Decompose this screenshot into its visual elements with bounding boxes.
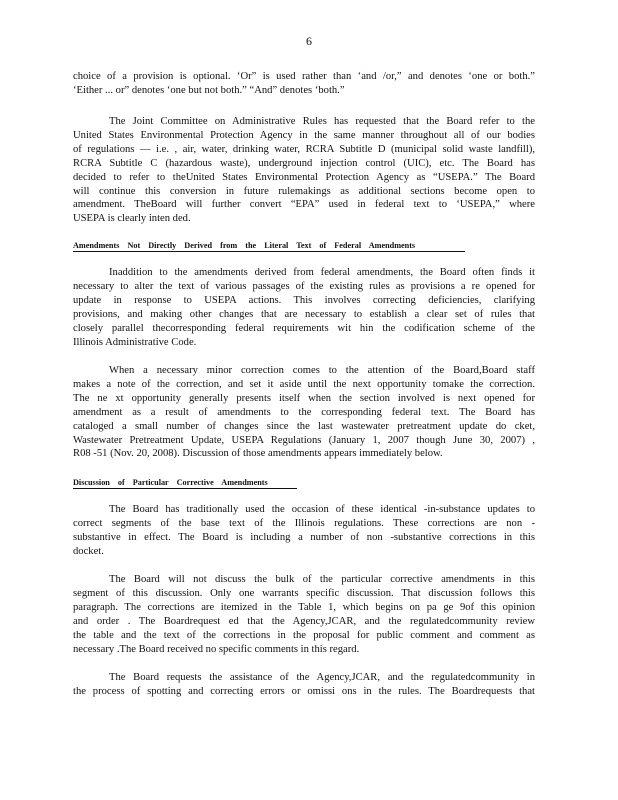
text-line: necessary to alter the text of various passages of the existing rules as provisions a re opened for [73,280,535,292]
page-number: 6 [306,34,312,48]
text-line: amendment. TheBoard will further convert “EPA” used in federal text to ‘USEPA,” where [73,199,535,211]
text-line: cataloged a small number of changes since the last wastewater pretreatment update do cket, [73,420,535,432]
text-line: closely parallel thecorresponding federal requirements wit hin the codification scheme of the [73,322,535,334]
text-line: will continue this conversion in future rulemakings as additional sections become open to [73,185,535,197]
text-line: The Board has traditionally used the occasion of these identical -in-substance updates to [109,504,535,515]
text-line: necessary .The Board received no specific comments in this regard. [73,643,360,655]
text-line: United States Environmental Protection Agency in the same manner throughout all of our bodies [73,129,535,141]
text-line: The Board requests the assistance of the Agency,JCAR, and the regulatedcommunity in [109,672,535,683]
text-line: The ne xt opportunity generally presents itself when the section involved is next opened for [73,392,535,404]
text-line: paragraph. The corrections are itemized in the Table 1, which begins on pa ge 9of this opinion [73,601,535,613]
section-heading-amendments-not-derived: Amendments Not Directly Derived from the Literal Text of Federal Amendments [73,240,465,252]
text-line: amendment as a result of amendments to the corresponding federal text. The Board has [73,406,535,418]
text-line: The Joint Committee on Administrative Rules has requested that the Board refer to the [109,116,535,127]
paragraph-additional-amendments [73,266,535,349]
text-line: update in response to USEPA actions. This involves correcting deficiencies, clarifying [73,294,535,306]
text-line: R08 -51 (Nov. 20, 2008). Discussion of those amendments appears immediately below. [73,448,443,460]
text-line: When a necessary minor correction comes to the attention of the Board,Board staff [109,365,535,376]
text-line: ‘Either ... or” denotes ‘one but not both.” “And” denotes ‘both.” [73,84,345,96]
text-line: docket. [73,545,104,557]
paragraph-table-one [73,573,535,656]
text-line: segment of this discussion. Only one warrants specific discussion. That discussion follows this [73,587,535,599]
text-line: Illinois Administrative Code. [73,336,197,348]
paragraph-continuation [73,70,535,98]
text-line: provisions, and making other changes that are necessary to establish a clear set of rules that [73,308,535,320]
text-line: The Board will not discuss the bulk of the particular corrective amendments in this [109,574,535,585]
text-line: choice of a provision is optional. ‘Or” is used rather than ‘and /or,” and denotes ‘one or both.” [73,71,535,82]
paragraph-minor-corrections [73,364,535,461]
text-line: USEPA is clearly inten ded. [73,213,191,225]
paragraph-assistance-request [73,671,535,699]
text-line: Wastewater Pretreatment Update, USEPA Regulations (January 1, 2007 though June 30, 2007) , [73,434,535,446]
text-line: the process of spotting and correcting errors or omissi ons in the rules. The Boardrequests that [73,685,535,697]
paragraph-epa-naming [73,115,535,226]
text-line: makes a note of the correction, and set it aside until the next opportunity tomake the correction. [73,378,535,390]
text-line: RCRA Subtitle C (hazardous waste), underground injection control (UIC), etc. The Board has [73,157,535,169]
text-line: substantive in effect. The Board is including a number of non -substantive corrections in this [73,531,535,543]
text-line: the table and the text of the corrections in the proposal for public comment and comment as [73,629,535,641]
text-line: of regulations — i.e. , air, water, drinking water, RCRA Subtitle D (municipal solid waste landfill), [73,143,535,155]
text-line: and order . The Boardrequest ed that the Agency,JCAR, and the regulatedcommunity review [73,615,535,627]
text-line: correct segments of the base text of the Illinois regulations. These corrections are non - [73,517,535,529]
text-line: Inaddition to the amendments derived from federal amendments, the Board often finds it [109,267,535,278]
section-heading-corrective-amendments: Discussion of Particular Corrective Amendments [73,477,297,489]
text-line: decided to refer to theUnited States Environmental Protection Agency as “USEPA.” The Board [73,171,535,183]
paragraph-traditional-updates [73,503,535,559]
